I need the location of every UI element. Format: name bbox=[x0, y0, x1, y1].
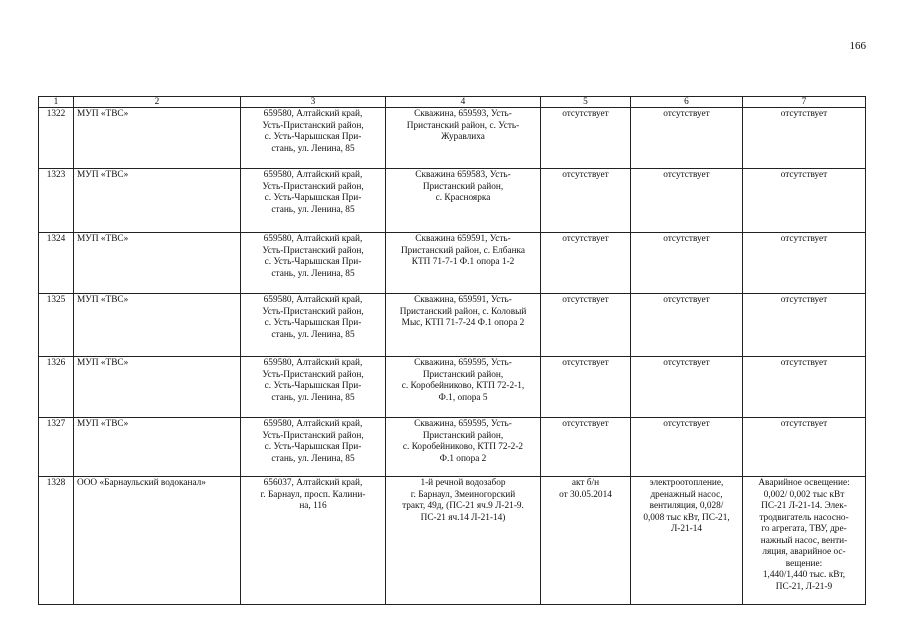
column-7-value-line: го агрегата, ТВУ, дре- bbox=[761, 524, 847, 534]
column-5-value-line: от 30.05.2014 bbox=[559, 489, 612, 500]
object-description-line: Скважина, 659593, Усть- bbox=[414, 109, 512, 119]
object-description-line: с. Красноярка bbox=[435, 193, 491, 203]
organization-address-line: 659580, Алтайский край, bbox=[263, 109, 363, 119]
column-6-value bbox=[631, 294, 743, 357]
column-7-value bbox=[743, 169, 866, 233]
table-row bbox=[39, 418, 866, 477]
column-6-value bbox=[631, 477, 743, 605]
object-description-line: Мыс, КТП 71-7-24 Ф.1 опора 2 bbox=[401, 318, 525, 328]
row-number: 1327 bbox=[39, 418, 74, 477]
object-description-line: ПС-21 яч.14 Л-21-14) bbox=[420, 512, 506, 523]
organization-address-line: 659580, Алтайский край, bbox=[263, 419, 363, 429]
column-7-value bbox=[743, 108, 866, 169]
object-description-line: Ф.1 опора 2 bbox=[439, 453, 487, 464]
organization-name: МУП «ТВС» bbox=[74, 294, 241, 357]
organization-address-line: с. Усть-Чарышская При- bbox=[264, 193, 362, 203]
object-description-line: 1-й речной водозабор bbox=[420, 478, 506, 488]
column-7-value-line: отсутствует bbox=[780, 419, 828, 429]
column-5-value-line: отсутствует bbox=[562, 170, 609, 180]
organization-name: МУП «ТВС» bbox=[74, 108, 241, 169]
organization-address-line: с. Усть-Чарышская При- bbox=[264, 132, 362, 142]
object-description-line: Скважина, 659595, Усть- bbox=[414, 419, 512, 429]
organization-address bbox=[241, 357, 386, 418]
column-7-value-line: отсутствует bbox=[780, 358, 828, 368]
column-7-value-line: Аварийное освещение: bbox=[758, 478, 850, 488]
organization-address-line: 656037, Алтайский край, bbox=[263, 478, 363, 488]
organization-address-line: с. Усть-Чарышская При- bbox=[264, 442, 362, 452]
column-header: 7 bbox=[743, 97, 866, 108]
organization-address-line: 659580, Алтайский край, bbox=[263, 234, 363, 244]
organization-address-line: стань, ул. Ленина, 85 bbox=[271, 392, 355, 403]
column-6-value bbox=[631, 233, 743, 294]
column-7-value bbox=[743, 294, 866, 357]
column-7-value bbox=[743, 418, 866, 477]
column-7-value bbox=[743, 233, 866, 294]
object-description bbox=[386, 233, 541, 294]
object-description-line: тракт, 49д, (ПС-21 яч.9 Л-21-9. bbox=[402, 501, 524, 511]
column-5-value-line: акт б/н bbox=[571, 478, 600, 488]
object-description-line: Пристанский район, с. Елбанка bbox=[400, 245, 526, 256]
object-description-line: Скважина, 659595, Усть- bbox=[414, 358, 512, 368]
organization-name: МУП «ТВС» bbox=[74, 357, 241, 418]
column-6-value-line: отсутствует bbox=[663, 234, 710, 244]
column-5-value bbox=[541, 477, 631, 605]
object-description-line: с. Коробейниково, КТП 72-2-1, bbox=[401, 381, 525, 391]
object-description-line: Ф.1, опора 5 bbox=[438, 392, 488, 403]
column-7-value bbox=[743, 357, 866, 418]
object-description-line: г. Барнаул, Змеиногорский bbox=[410, 489, 516, 500]
organization-address bbox=[241, 233, 386, 294]
column-7-value-line: 0,002/ 0,002 тыс кВт bbox=[763, 489, 845, 500]
column-6-value bbox=[631, 169, 743, 233]
row-number: 1328 bbox=[39, 477, 74, 605]
header-row bbox=[39, 97, 866, 108]
table-body bbox=[39, 108, 866, 605]
column-6-value-line: 0,008 тыс кВт, ПС-21, bbox=[643, 512, 730, 523]
column-header: 5 bbox=[541, 97, 631, 108]
object-description-line: Скважина, 659591, Усть- bbox=[414, 295, 512, 305]
column-6-value-line: вентиляция, 0,028/ bbox=[649, 501, 724, 511]
column-6-value-line: отсутствует bbox=[663, 295, 710, 305]
object-description bbox=[386, 294, 541, 357]
object-description-line: Пристанский район, с. Усть- bbox=[406, 120, 520, 131]
organization-address-line: Усть-Пристанский район, bbox=[262, 181, 364, 192]
organization-name: ООО «Барнаульский водоканал» bbox=[74, 477, 241, 605]
organization-address-line: Усть-Пристанский район, bbox=[262, 245, 364, 256]
organization-address-line: с. Усть-Чарышская При- bbox=[264, 257, 362, 267]
column-5-value-line: отсутствует bbox=[562, 419, 609, 429]
object-description bbox=[386, 108, 541, 169]
organization-address bbox=[241, 294, 386, 357]
row-number: 1326 bbox=[39, 357, 74, 418]
object-description-line: с. Коробейниково, КТП 72-2-2 bbox=[402, 442, 524, 452]
column-header: 1 bbox=[39, 97, 74, 108]
object-description bbox=[386, 169, 541, 233]
column-7-value bbox=[743, 477, 866, 605]
organization-address-line: стань, ул. Ленина, 85 bbox=[271, 268, 355, 279]
column-7-value-line: ляция, аварийное ос- bbox=[762, 547, 846, 557]
row-number: 1325 bbox=[39, 294, 74, 357]
column-5-value bbox=[541, 169, 631, 233]
object-description-line: Скважина 659591, Усть- bbox=[415, 234, 511, 244]
object-description-line: Пристанский район, bbox=[422, 369, 504, 380]
registry-table bbox=[38, 96, 866, 605]
table-row bbox=[39, 233, 866, 294]
column-6-value-line: отсутствует bbox=[663, 358, 710, 368]
organization-address bbox=[241, 108, 386, 169]
organization-address-line: стань, ул. Ленина, 85 bbox=[271, 143, 355, 154]
column-6-value bbox=[631, 418, 743, 477]
column-5-value-line: отсутствует bbox=[562, 109, 609, 119]
column-6-value bbox=[631, 108, 743, 169]
object-description-line: КТП 71-7-1 Ф.1 опора 1-2 bbox=[411, 257, 515, 267]
organization-address bbox=[241, 477, 386, 605]
organization-address-line: стань, ул. Ленина, 85 bbox=[271, 453, 355, 464]
organization-address bbox=[241, 418, 386, 477]
organization-name: МУП «ТВС» bbox=[74, 418, 241, 477]
column-6-value-line: дренажный насос, bbox=[650, 489, 723, 500]
column-6-value-line: электроотопление, bbox=[649, 478, 724, 488]
column-7-value-line: 1,440/1,440 тыс. кВт, bbox=[762, 570, 846, 580]
table-row bbox=[39, 108, 866, 169]
organization-address-line: с. Усть-Чарышская При- bbox=[264, 318, 362, 328]
organization-name: МУП «ТВС» bbox=[74, 169, 241, 233]
organization-address-line: стань, ул. Ленина, 85 bbox=[271, 204, 355, 215]
organization-address bbox=[241, 169, 386, 233]
table-row bbox=[39, 294, 866, 357]
organization-address-line: Усть-Пристанский район, bbox=[262, 120, 364, 131]
column-6-value-line: отсутствует bbox=[663, 170, 710, 180]
organization-address-line: 659580, Алтайский край, bbox=[263, 358, 363, 368]
column-7-value-line: ПС-21, Л-21-9 bbox=[775, 581, 833, 592]
table-row bbox=[39, 357, 866, 418]
table-row bbox=[39, 169, 866, 233]
column-5-value bbox=[541, 108, 631, 169]
column-header: 6 bbox=[631, 97, 743, 108]
object-description-line: Пристанский район, bbox=[422, 181, 504, 192]
column-7-value-line: отсутствует bbox=[780, 109, 828, 119]
organization-name: МУП «ТВС» bbox=[74, 233, 241, 294]
organization-address-line: Усть-Пристанский район, bbox=[262, 306, 364, 317]
row-number: 1323 bbox=[39, 169, 74, 233]
column-header: 4 bbox=[386, 97, 541, 108]
organization-address-line: стань, ул. Ленина, 85 bbox=[271, 329, 355, 340]
column-6-value bbox=[631, 357, 743, 418]
object-description-line: Пристанский район, bbox=[422, 430, 504, 441]
page-number: 166 bbox=[849, 40, 866, 52]
table-row bbox=[39, 477, 866, 605]
column-7-value-line: отсутствует bbox=[780, 295, 828, 305]
organization-address-line: 659580, Алтайский край, bbox=[263, 295, 363, 305]
column-7-value-line: тродвигатель насосно- bbox=[759, 512, 849, 523]
column-7-value-line: отсутствует bbox=[780, 170, 828, 180]
column-5-value-line: отсутствует bbox=[562, 234, 609, 244]
column-7-value-line: нажный насос, венти- bbox=[760, 535, 848, 546]
organization-address-line: на, 116 bbox=[299, 501, 327, 511]
column-6-value-line: отсутствует bbox=[663, 419, 710, 429]
column-7-value-line: ПС-21 Л-21-14. Элек- bbox=[761, 501, 847, 511]
column-5-value bbox=[541, 294, 631, 357]
column-7-value-line: вещение: bbox=[785, 558, 823, 569]
row-number: 1322 bbox=[39, 108, 74, 169]
object-description bbox=[386, 357, 541, 418]
column-header: 3 bbox=[241, 97, 386, 108]
object-description-line: Журавлиха bbox=[441, 132, 485, 142]
organization-address-line: 659580, Алтайский край, bbox=[263, 170, 363, 180]
column-6-value-line: Л-21-14 bbox=[670, 524, 703, 534]
organization-address-line: Усть-Пристанский район, bbox=[262, 430, 364, 441]
organization-address-line: Усть-Пристанский район, bbox=[262, 369, 364, 380]
column-5-value-line: отсутствует bbox=[562, 295, 609, 305]
object-description bbox=[386, 477, 541, 605]
organization-address-line: с. Усть-Чарышская При- bbox=[264, 381, 362, 391]
row-number: 1324 bbox=[39, 233, 74, 294]
column-7-value-line: отсутствует bbox=[780, 234, 828, 244]
column-5-value-line: отсутствует bbox=[562, 358, 609, 368]
column-6-value-line: отсутствует bbox=[663, 109, 710, 119]
organization-address-line: г. Барнаул, просп. Калини- bbox=[260, 489, 366, 500]
column-5-value bbox=[541, 233, 631, 294]
object-description-line: Скважина 659583, Усть- bbox=[415, 170, 511, 180]
object-description-line: Пристанский район, с. Коловый bbox=[399, 306, 527, 317]
column-header: 2 bbox=[74, 97, 241, 108]
object-description bbox=[386, 418, 541, 477]
column-5-value bbox=[541, 357, 631, 418]
column-5-value bbox=[541, 418, 631, 477]
